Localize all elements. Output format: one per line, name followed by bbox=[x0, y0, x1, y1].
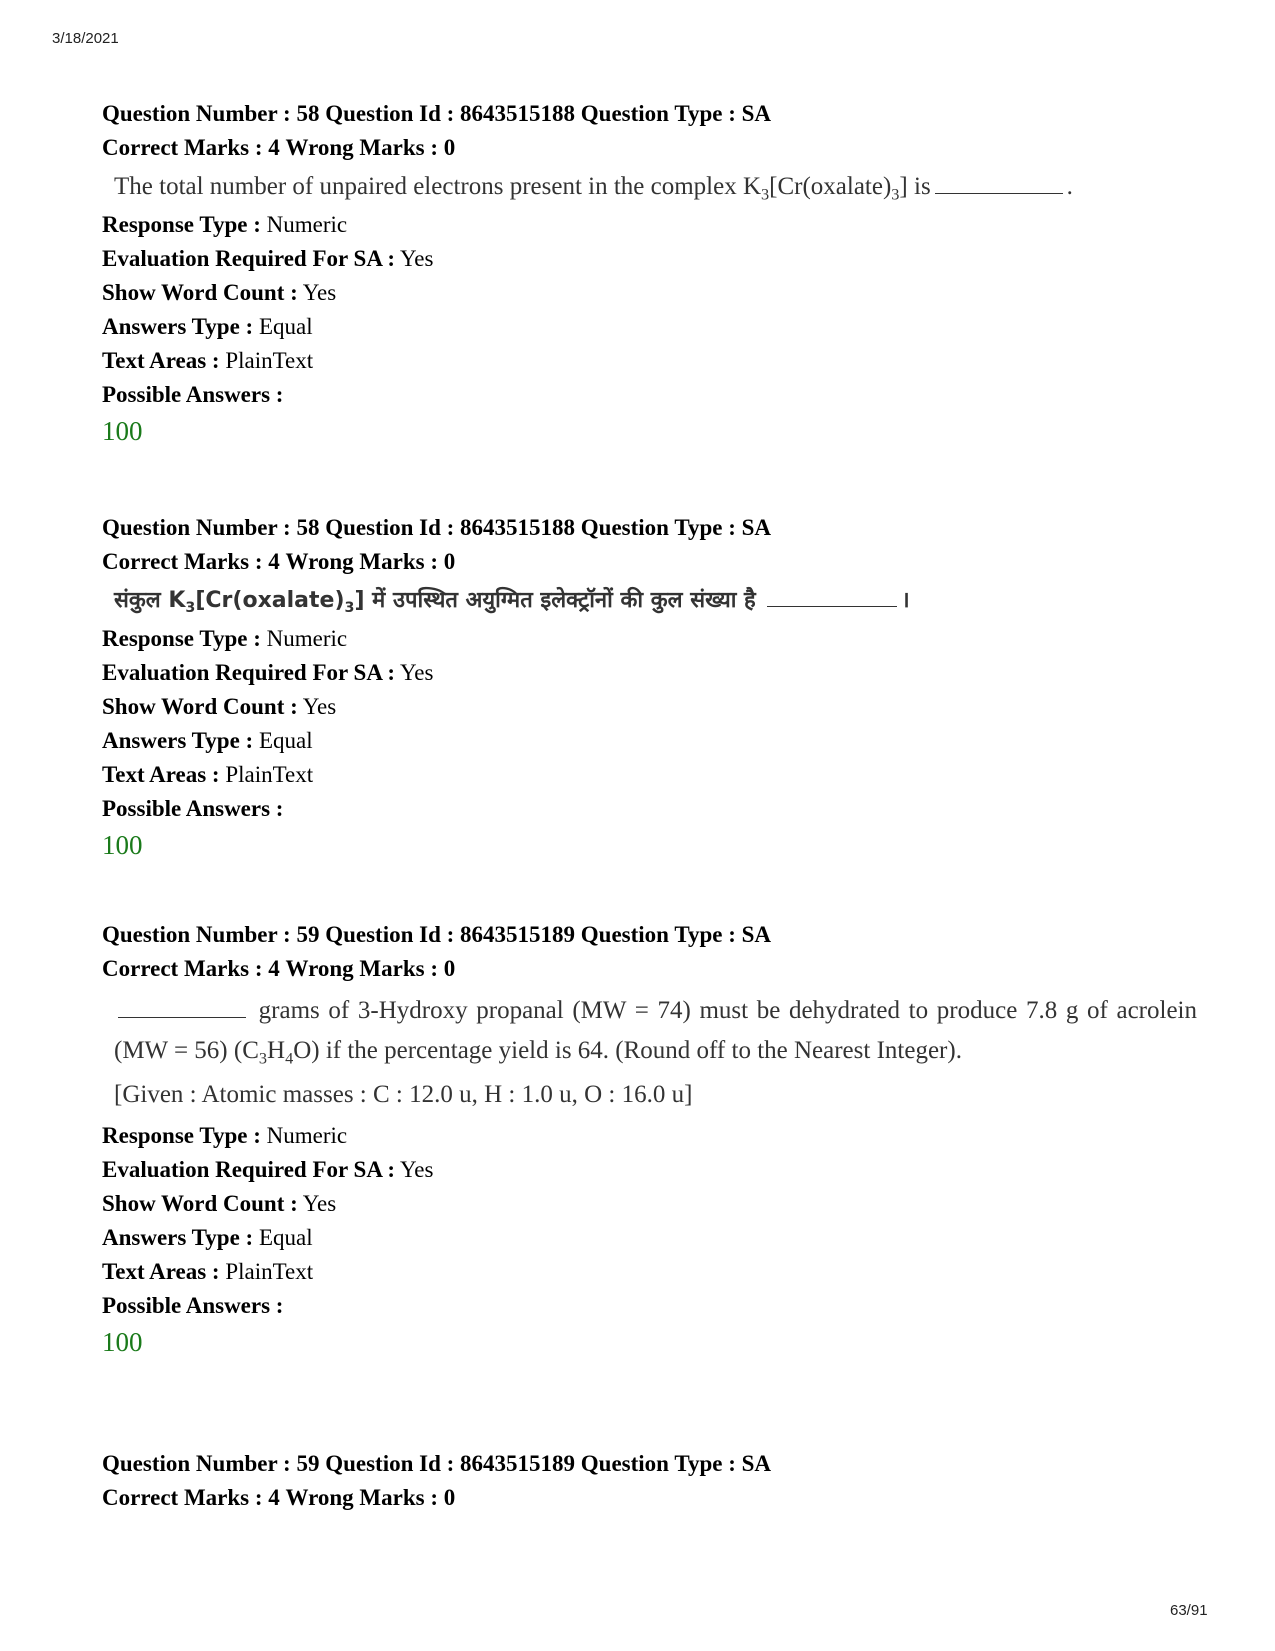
answer-blank bbox=[767, 605, 897, 607]
text-areas: Text Areas : PlainText bbox=[102, 348, 314, 373]
correct-marks: 4 bbox=[268, 135, 280, 160]
question-text: संकुल $K_3[Cr(oxalate)_3]$ में उपस्थित अयुग्मित इलेक्ट्रॉनों की कुल संख्या है । bbox=[114, 588, 910, 616]
answers-type: Answers Type : Equal bbox=[102, 1225, 313, 1250]
given-data: [Given : Atomic masses : C : 12.0 u, H : 1.0 u, O : 16.0 u] bbox=[114, 1081, 693, 1108]
marks-line: Correct Marks : 4 Wrong Marks : 0 bbox=[102, 549, 456, 574]
marks-line: Correct Marks : 4 Wrong Marks : 0 bbox=[102, 1485, 456, 1510]
question-meta: Question Number : 58 Question Id : 8643515188 Question Type : SA bbox=[102, 515, 772, 540]
question-id: 8643515188 bbox=[460, 101, 576, 126]
question-id: 8643515189 bbox=[460, 1451, 576, 1476]
wrong-marks: 0 bbox=[443, 956, 456, 981]
show-word-count: Show Word Count : Yes bbox=[102, 280, 337, 305]
response-type: Response Type : Numeric bbox=[102, 212, 348, 237]
show-word-count: Show Word Count : Yes bbox=[102, 694, 337, 719]
question-text: The total number of unpaired electrons present in the complex $K_3[Cr(oxalate)_3]$ is . bbox=[114, 173, 1073, 204]
question-meta: Question Number : 58 Question Id : 8643515188 Question Type : SA bbox=[102, 101, 772, 126]
answers-type: Answers Type : Equal bbox=[102, 314, 313, 339]
wrong-marks: 0 bbox=[443, 135, 456, 160]
correct-marks: 4 bbox=[268, 1485, 280, 1510]
possible-answer: 100 bbox=[102, 1327, 143, 1357]
text-areas: Text Areas : PlainText bbox=[102, 1259, 314, 1284]
correct-marks: 4 bbox=[268, 956, 280, 981]
show-word-count: Show Word Count : Yes bbox=[102, 1191, 337, 1216]
question-block bbox=[102, 918, 1197, 1361]
possible-answer: 100 bbox=[102, 830, 143, 860]
possible-answers-label: Possible Answers : bbox=[102, 1293, 284, 1318]
question-block bbox=[102, 1447, 1197, 1515]
response-type: Response Type : Numeric bbox=[102, 1123, 348, 1148]
question-id: 8643515189 bbox=[460, 922, 576, 947]
question-block bbox=[102, 511, 1197, 864]
wrong-marks: 0 bbox=[443, 1485, 456, 1510]
correct-marks: 4 bbox=[268, 549, 280, 574]
answers-type: Answers Type : Equal bbox=[102, 728, 313, 753]
text-areas: Text Areas : PlainText bbox=[102, 762, 314, 787]
evaluation-required: Evaluation Required For SA : Yes bbox=[102, 246, 434, 271]
marks-line: Correct Marks : 4 Wrong Marks : 0 bbox=[102, 135, 456, 160]
page-number: 63/91 bbox=[1170, 1602, 1208, 1619]
question-type: SA bbox=[741, 922, 772, 947]
question-number: 59 bbox=[296, 922, 320, 947]
possible-answer: 100 bbox=[102, 416, 143, 446]
marks-line: Correct Marks : 4 Wrong Marks : 0 bbox=[102, 956, 456, 981]
question-number: 58 bbox=[296, 101, 320, 126]
question-meta: Question Number : 59 Question Id : 8643515189 Question Type : SA bbox=[102, 1451, 772, 1476]
question-id: 8643515188 bbox=[460, 515, 576, 540]
question-type: SA bbox=[741, 101, 772, 126]
question-number: 58 bbox=[296, 515, 320, 540]
answer-blank bbox=[118, 1016, 246, 1018]
question-meta: Question Number : 59 Question Id : 8643515189 Question Type : SA bbox=[102, 922, 772, 947]
question-text: grams of 3-Hydroxy propanal (MW = 74) must be dehydrated to produce 7.8 g of acrolein (MW = 56) $(C_3H_4O)$ if the percentage yield is 64. (Round off to the Nearest Integer). bbox=[114, 997, 1197, 1068]
print-date: 3/18/2021 bbox=[52, 30, 119, 47]
wrong-marks: 0 bbox=[443, 549, 456, 574]
question-type: SA bbox=[741, 515, 772, 540]
answer-blank bbox=[935, 192, 1063, 194]
evaluation-required: Evaluation Required For SA : Yes bbox=[102, 1157, 434, 1182]
question-type: SA bbox=[741, 1451, 772, 1476]
question-number: 59 bbox=[296, 1451, 320, 1476]
possible-answers-label: Possible Answers : bbox=[102, 796, 284, 821]
possible-answers-label: Possible Answers : bbox=[102, 382, 284, 407]
evaluation-required: Evaluation Required For SA : Yes bbox=[102, 660, 434, 685]
question-block bbox=[102, 97, 1197, 450]
response-type: Response Type : Numeric bbox=[102, 626, 348, 651]
